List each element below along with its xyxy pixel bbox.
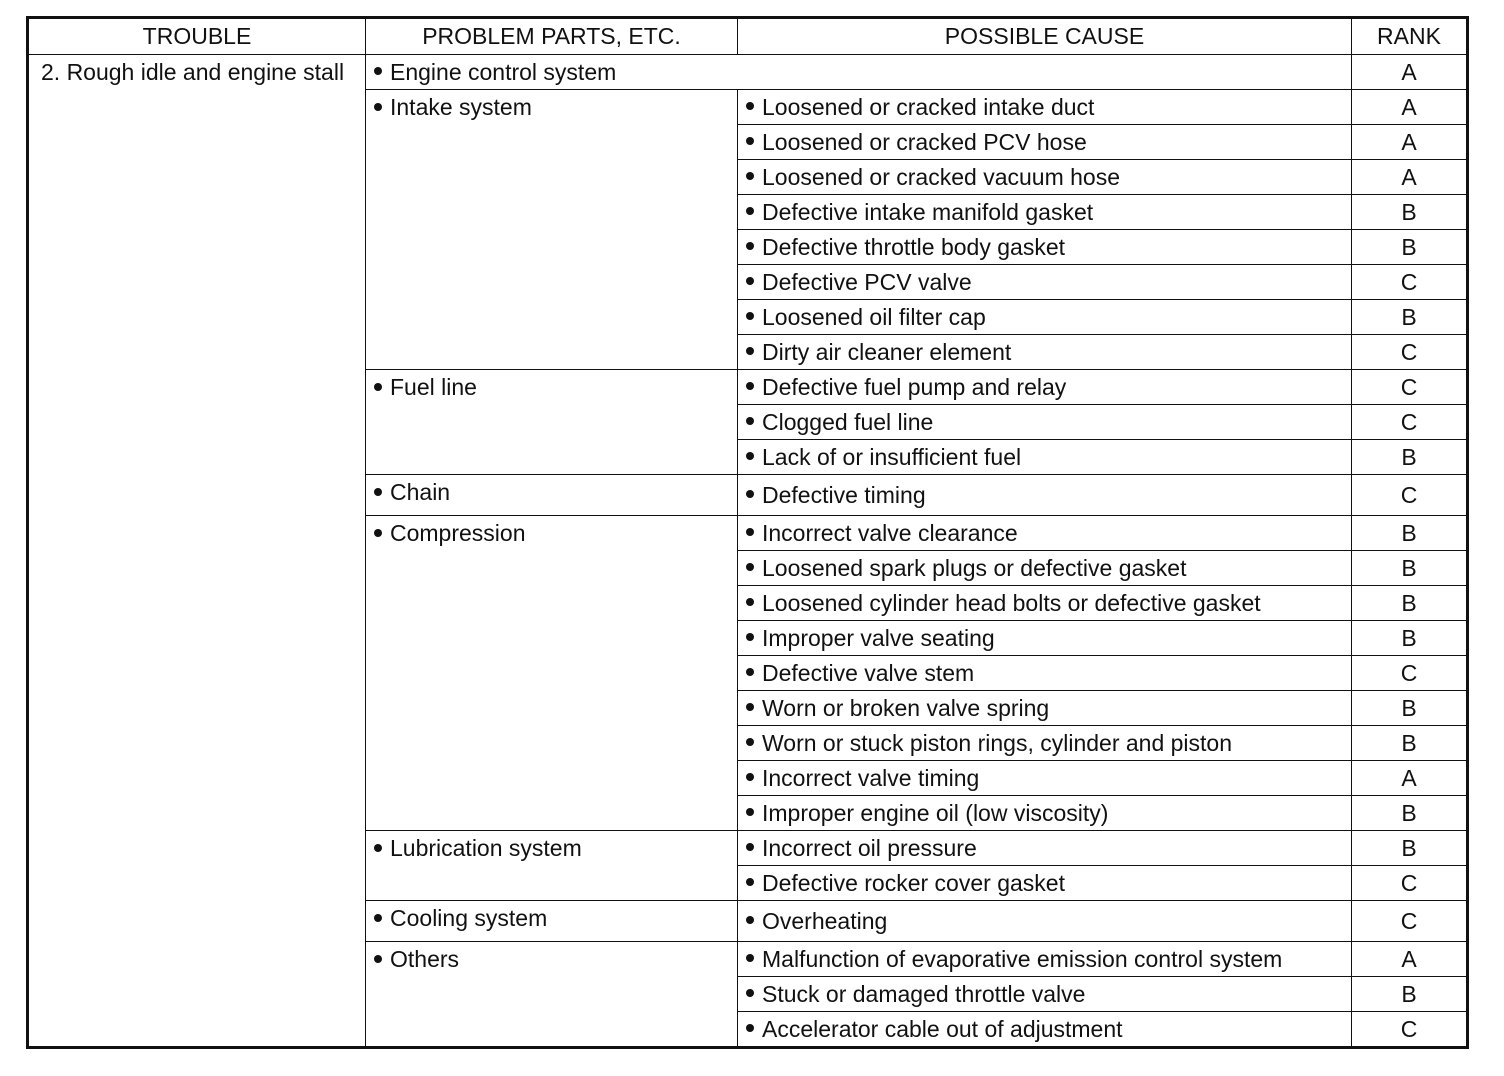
possible-cause-text: Defective fuel pump and relay — [762, 373, 1067, 400]
problem-part-label: Lubrication system — [390, 835, 582, 861]
bullet-icon — [374, 955, 382, 963]
rank-cell: B — [1352, 195, 1468, 230]
bullet-icon — [374, 383, 382, 391]
table-row — [28, 55, 1468, 90]
possible-cause-text: Stuck or damaged throttle valve — [762, 980, 1086, 1007]
problem-part-cell — [366, 831, 738, 901]
possible-cause-text: Loosened or cracked PCV hose — [762, 128, 1087, 155]
header-possible-cause: POSSIBLE CAUSE — [738, 18, 1352, 55]
possible-cause-cell — [738, 942, 1352, 977]
problem-part-cell — [366, 516, 738, 831]
troubleshooting-table — [26, 16, 1469, 1049]
possible-cause-cell — [738, 977, 1352, 1012]
bullet-icon — [746, 563, 754, 571]
header-problem-parts: PROBLEM PARTS, ETC. — [366, 18, 738, 55]
problem-part-label: Compression — [390, 520, 526, 546]
possible-cause-cell — [738, 656, 1352, 691]
possible-cause-text: Incorrect valve clearance — [762, 519, 1018, 546]
possible-cause-cell — [738, 90, 1352, 125]
problem-part-cell — [366, 942, 738, 1048]
rank-cell: A — [1352, 90, 1468, 125]
bullet-icon — [746, 843, 754, 851]
possible-cause-text: Overheating — [762, 907, 888, 934]
rank-cell: B — [1352, 440, 1468, 475]
possible-cause-text: Loosened or cracked vacuum hose — [762, 163, 1120, 190]
bullet-icon — [746, 417, 754, 425]
possible-cause-text: Dirty air cleaner element — [762, 338, 1012, 365]
rank-cell: C — [1352, 265, 1468, 300]
problem-part-cell — [366, 901, 738, 942]
bullet-icon — [746, 808, 754, 816]
rank-cell: C — [1352, 866, 1468, 901]
bullet-icon — [746, 490, 754, 498]
bullet-icon — [746, 242, 754, 250]
possible-cause-text: Loosened or cracked intake duct — [762, 93, 1095, 120]
possible-cause-cell — [738, 300, 1352, 335]
rank-cell: A — [1352, 125, 1468, 160]
bullet-icon — [746, 668, 754, 676]
bullet-icon — [746, 347, 754, 355]
problem-part-label: Intake system — [390, 94, 532, 120]
bullet-icon — [374, 529, 382, 537]
table-body — [28, 55, 1468, 1048]
possible-cause-cell — [738, 691, 1352, 726]
rank-cell: B — [1352, 831, 1468, 866]
possible-cause-cell — [738, 866, 1352, 901]
possible-cause-cell — [738, 160, 1352, 195]
possible-cause-text: Malfunction of evaporative emission control system — [762, 945, 1283, 972]
possible-cause-cell — [738, 370, 1352, 405]
rank-cell: B — [1352, 796, 1468, 831]
rank-cell: C — [1352, 901, 1468, 942]
possible-cause-text: Incorrect valve timing — [762, 764, 980, 791]
bullet-icon — [746, 207, 754, 215]
bullet-icon — [746, 1024, 754, 1032]
trouble-cell — [28, 55, 366, 1048]
bullet-icon — [746, 382, 754, 390]
possible-cause-text: Improper valve seating — [762, 624, 995, 651]
rank-cell: B — [1352, 621, 1468, 656]
rank-cell: B — [1352, 691, 1468, 726]
trouble-text: 2. Rough idle and engine stall — [41, 59, 345, 85]
bullet-icon — [746, 878, 754, 886]
bullet-icon — [746, 102, 754, 110]
rank-cell: B — [1352, 586, 1468, 621]
bullet-icon — [746, 916, 754, 924]
rank-cell: B — [1352, 726, 1468, 761]
possible-cause-text: Worn or broken valve spring — [762, 694, 1050, 721]
possible-cause-cell — [738, 761, 1352, 796]
rank-cell: A — [1352, 55, 1468, 90]
bullet-icon — [746, 954, 754, 962]
problem-part-label: Chain — [390, 479, 451, 505]
problem-part-label: Engine control system — [390, 58, 617, 85]
possible-cause-cell — [738, 516, 1352, 551]
possible-cause-cell — [738, 586, 1352, 621]
rank-cell: A — [1352, 160, 1468, 195]
header-trouble: TROUBLE — [28, 18, 366, 55]
possible-cause-text: Loosened cylinder head bolts or defective gasket — [762, 589, 1261, 616]
rank-cell: A — [1352, 761, 1468, 796]
problem-part-label: Others — [390, 946, 460, 972]
possible-cause-cell — [738, 1012, 1352, 1048]
possible-cause-cell — [738, 440, 1352, 475]
possible-cause-text: Worn or stuck piston rings, cylinder and piston — [762, 729, 1233, 756]
rank-cell: C — [1352, 1012, 1468, 1048]
possible-cause-cell — [738, 265, 1352, 300]
possible-cause-cell — [738, 551, 1352, 586]
rank-cell: B — [1352, 551, 1468, 586]
possible-cause-cell — [738, 335, 1352, 370]
bullet-icon — [374, 103, 382, 111]
header-rank: RANK — [1352, 18, 1468, 55]
bullet-icon — [374, 488, 382, 496]
bullet-icon — [746, 703, 754, 711]
rank-cell: C — [1352, 405, 1468, 440]
rank-cell: B — [1352, 516, 1468, 551]
possible-cause-text: Defective intake manifold gasket — [762, 198, 1094, 225]
bullet-icon — [746, 137, 754, 145]
bullet-icon — [374, 844, 382, 852]
bullet-icon — [746, 172, 754, 180]
rank-cell: C — [1352, 656, 1468, 691]
rank-cell: B — [1352, 977, 1468, 1012]
possible-cause-text: Improper engine oil (low viscosity) — [762, 799, 1109, 826]
problem-part-cell — [366, 370, 738, 475]
possible-cause-text: Defective rocker cover gasket — [762, 869, 1065, 896]
bullet-icon — [746, 633, 754, 641]
possible-cause-text: Accelerator cable out of adjustment — [762, 1015, 1123, 1042]
possible-cause-text: Loosened oil filter cap — [762, 303, 986, 330]
bullet-icon — [746, 528, 754, 536]
possible-cause-cell — [738, 621, 1352, 656]
bullet-icon — [746, 773, 754, 781]
bullet-icon — [746, 738, 754, 746]
possible-cause-text: Defective PCV valve — [762, 268, 972, 295]
bullet-icon — [746, 452, 754, 460]
rank-cell: C — [1352, 370, 1468, 405]
possible-cause-cell — [738, 901, 1352, 942]
possible-cause-cell — [738, 796, 1352, 831]
header-row — [28, 18, 1468, 55]
problem-part-label: Cooling system — [390, 905, 548, 931]
possible-cause-text: Lack of or insufficient fuel — [762, 443, 1022, 470]
bullet-icon — [374, 67, 382, 75]
bullet-icon — [374, 914, 382, 922]
rank-cell: C — [1352, 475, 1468, 516]
rank-cell: C — [1352, 335, 1468, 370]
bullet-icon — [746, 312, 754, 320]
possible-cause-cell — [738, 475, 1352, 516]
possible-cause-text: Clogged fuel line — [762, 408, 934, 435]
possible-cause-cell — [738, 831, 1352, 866]
possible-cause-cell — [738, 125, 1352, 160]
possible-cause-cell — [738, 195, 1352, 230]
bullet-icon — [746, 989, 754, 997]
rank-cell: B — [1352, 300, 1468, 335]
bullet-icon — [746, 598, 754, 606]
possible-cause-text: Incorrect oil pressure — [762, 834, 977, 861]
rank-cell: B — [1352, 230, 1468, 265]
rank-cell: A — [1352, 942, 1468, 977]
possible-cause-text: Defective valve stem — [762, 659, 975, 686]
possible-cause-cell — [738, 405, 1352, 440]
problem-part-cell — [366, 475, 738, 516]
problem-part-cell — [366, 90, 738, 370]
possible-cause-text: Defective throttle body gasket — [762, 233, 1065, 260]
possible-cause-text: Defective timing — [762, 481, 926, 508]
possible-cause-cell — [738, 726, 1352, 761]
possible-cause-cell — [738, 230, 1352, 265]
problem-part-label: Fuel line — [390, 374, 477, 400]
problem-part-cell — [366, 55, 1352, 90]
possible-cause-text: Loosened spark plugs or defective gasket — [762, 554, 1187, 581]
bullet-icon — [746, 277, 754, 285]
